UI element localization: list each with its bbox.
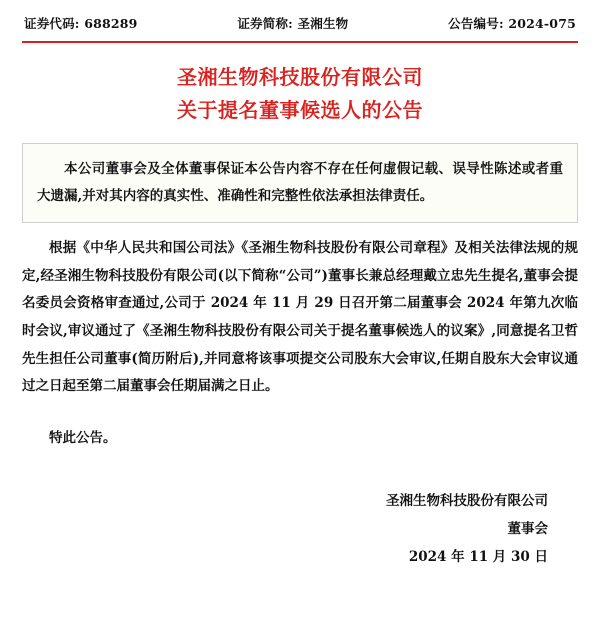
body-paragraph-main: 根据《中华人民共和国公司法》《圣湘生物科技股份有限公司章程》及相关法律法规的规定,经圣湘生物科技股份有限公司(以下简称“公司”)董事长兼总经理戴立忠先生提名,董事会提名委员会资格审查通过,公司于 2024 年 11 月 29 日召开第二届董事会 2024 年第九次临时会议,审议通过了《圣湘生物科技股份有限公司关于提名董事候选人的议案》,同意提名卫哲先生担任公司董事(简历附后),并同意将该事项提交公司股东大会审议,任期自股东大会审议通过之日起至第二届董事会任期届满之日止。	[22, 240, 578, 395]
body-paragraph-closing: 特此公告。	[49, 430, 117, 447]
page-title-line-2: 关于提名董事候选人的公告	[177, 98, 423, 122]
security-abbr-value: 圣湘生物	[297, 16, 349, 31]
security-code-label: 证券代码:	[24, 16, 80, 31]
signature-company: 圣湘生物科技股份有限公司	[386, 492, 548, 509]
document-header	[22, 14, 578, 32]
signature-organ: 董事会	[507, 521, 548, 538]
header-divider	[22, 41, 578, 43]
security-code	[24, 14, 138, 32]
security-abbr	[237, 14, 348, 32]
notice-number	[448, 14, 576, 32]
page-title	[22, 61, 578, 127]
body-content	[22, 235, 578, 453]
signature-date: 2024 年 11 月 30 日	[408, 549, 548, 566]
page-title-line-1: 圣湘生物科技股份有限公司	[177, 65, 423, 89]
security-code-value: 688289	[84, 16, 138, 31]
signature-block	[22, 487, 578, 572]
notice-number-label: 公告编号:	[448, 16, 504, 31]
disclaimer-box: 本公司董事会及全体董事保证本公告内容不存在任何虚假记载、误导性陈述或者重大遗漏,并对其内容的真实性、准确性和完整性依法承担法律责任。	[22, 143, 578, 223]
notice-number-value: 2024-075	[508, 16, 576, 31]
security-abbr-label: 证券简称:	[237, 16, 293, 31]
